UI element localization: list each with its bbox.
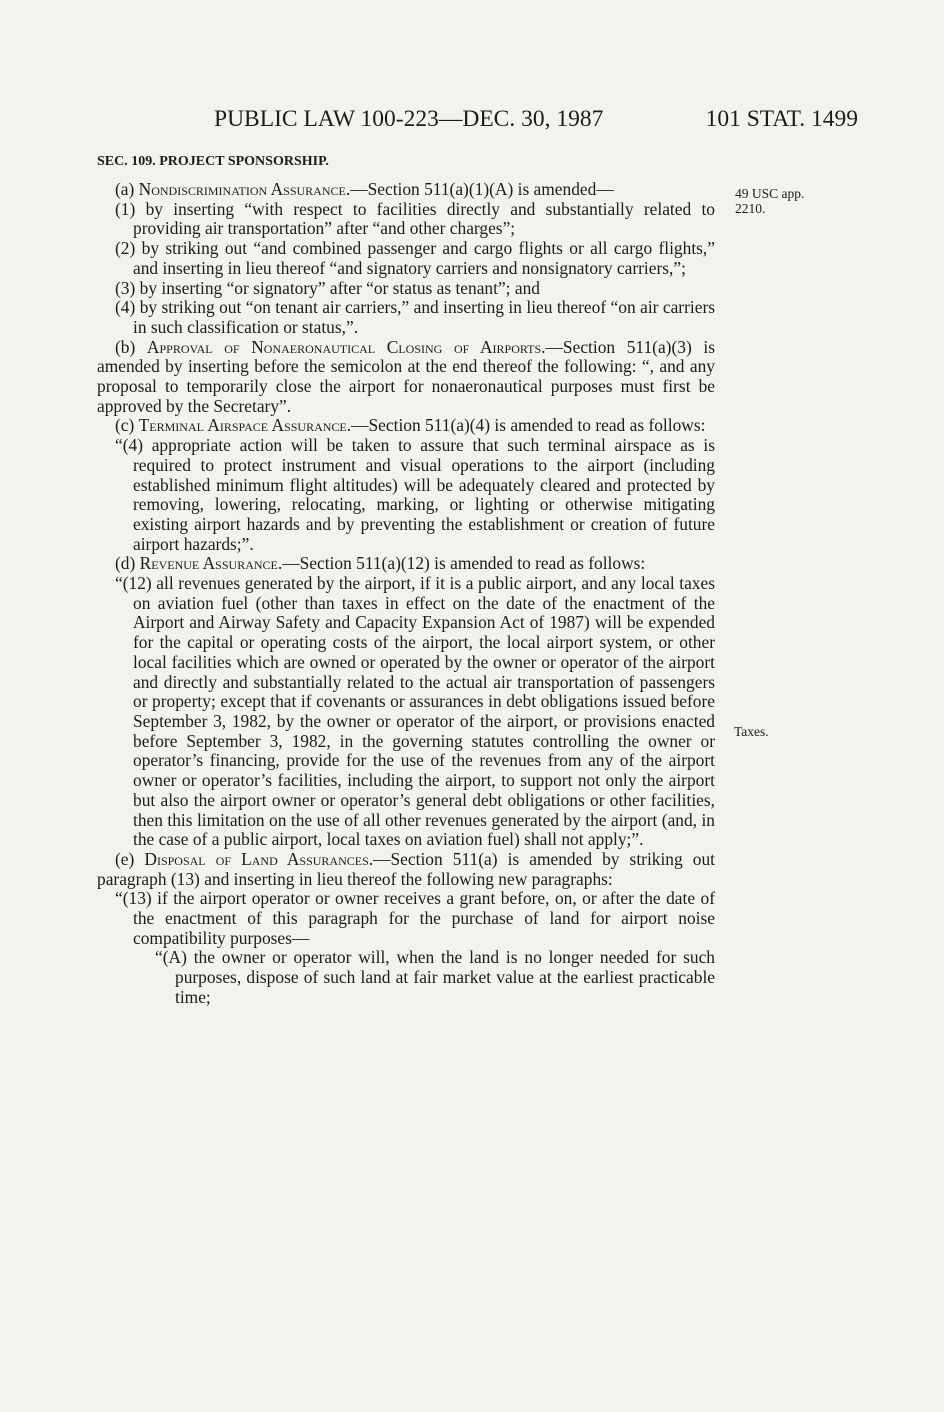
document-body [97, 180, 715, 1008]
subsection-a-item-3: (3) by inserting “or signatory” after “or status as tenant”; and [115, 277, 540, 298]
subsection-a: (a) Nondiscrimination Assurance.—Section 511(a)(1)(A) is amended— [115, 179, 614, 199]
subsection-c: (c) Terminal Airspace Assurance.—Section 511(a)(4) is amended to read as follows: [115, 415, 706, 436]
subsection-e-caption: Disposal of Land Assurances. [144, 848, 374, 869]
header-stat-citation: 101 STAT. 1499 [705, 106, 858, 132]
header-public-law: PUBLIC LAW 100-223—DEC. 30, 1987 [214, 106, 604, 132]
subsection-c-caption: Terminal Airspace Assurance. [138, 415, 352, 436]
subsection-e: (e) Disposal of Land Assurances.—Section 511(a) is amended by striking out paragraph (13) and inserting in lieu thereof the following new paragraphs: [97, 848, 715, 889]
subsection-e-quote-a: “(A) the owner or operator will, when the land is no longer needed for such purposes, dispose of such land at fair market value at the earliest practicable time; [155, 947, 715, 1007]
margin-note-usc: 49 USC app. 2210. [735, 186, 805, 216]
subsection-a-item-2: (2) by striking out “and combined passenger and cargo flights or all cargo flights,” and inserting in lieu thereof “and signatory carriers and nonsignatory carriers,”; [115, 238, 715, 278]
subsection-b-caption: Approval of Nonaeronautical Closing of Airports. [146, 336, 546, 357]
subsection-a-item-1: (1) by inserting “with respect to facilities directly and substantially related to providing air transportation” after “and other charges”; [115, 198, 715, 239]
subsection-d-quote: “(12) all revenues generated by the airport, if it is a public airport, and any local taxes on aviation fuel (other than taxes in effect on the date of the enactment of the Airport and Airway Safety and Capacity Expansion Act of 1987) will be expended for the capital or operating costs of the airport, the local airport system, or other local facilities which are owned or operated by the owner or operator of the airport and directly and substantially related to the actual air transportation of passengers or property; except that if covenants or assurances in debt obligations issued before September 3, 1982, by the owner or operator of the airport, or provisions enacted before September 3, 1982, in the governing statutes controlling the owner or operator’s financing, provide for the use of the revenues from any of the airport owner or operator’s facilities, including the airport, to support not only the airport but also the airport owner or operator’s general debt obligations or other facilities, then this limitation on the use of all other revenues generated by the airport (and, in the case of a public airport, local taxes on aviation fuel) shall not apply;”. [115, 573, 715, 850]
page-header [214, 106, 858, 133]
subsection-d-caption: Revenue Assurance. [139, 553, 283, 574]
margin-note-taxes: Taxes. [734, 724, 769, 739]
section-heading: SEC. 109. PROJECT SPONSORSHIP. [97, 154, 329, 169]
subsection-a-item-4: (4) by striking out “on tenant air carriers,” and inserting in lieu thereof “on air carriers in such classification or status,”. [115, 297, 715, 337]
subsection-b: (b) Approval of Nonaeronautical Closing of Airports.—Section 511(a)(3) is amended by inserting before the semicolon at the end thereof the following: “, and any proposal to temporarily close the airport for nonaeronautical purposes must first be approved by the Secretary”. [97, 336, 715, 416]
subsection-e-quote-13: “(13) if the airport operator or owner receives a grant before, on, or after the date of the enactment of this paragraph for the purchase of land for airport noise compatibility purposes— [115, 888, 715, 948]
subsection-c-quote: “(4) appropriate action will be taken to assure that such terminal airspace as is required to protect instrument and visual operations to the airport (including established minimum flight altitudes) will be adequately cleared and protected by removing, lowering, relocating, marking, or lighting or otherwise mitigating existing airport hazards and by preventing the establishment or creation of future airport hazards;”. [115, 435, 715, 554]
subsection-d: (d) Revenue Assurance.—Section 511(a)(12) is amended to read as follows: [115, 553, 646, 574]
subsection-a-caption: Nondiscrimination Assurance. [138, 179, 351, 199]
